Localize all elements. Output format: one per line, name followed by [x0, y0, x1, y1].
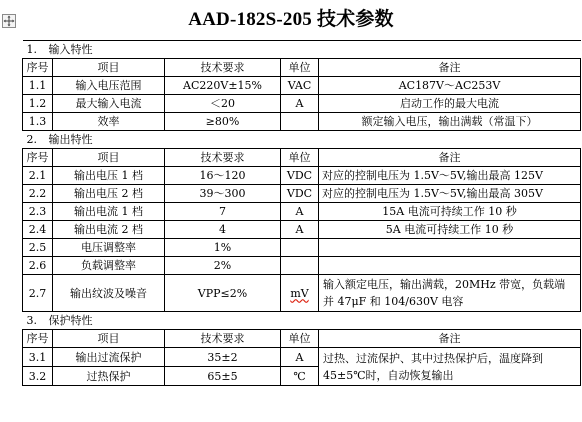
row-requirement: 65±5	[165, 367, 281, 386]
row-notes	[319, 257, 581, 275]
row-no: 3.1	[23, 348, 53, 367]
section-header-input	[23, 41, 581, 59]
row-unit: A	[281, 203, 319, 221]
table-row	[23, 185, 581, 203]
row-no: 3.2	[23, 367, 53, 386]
row-no: 1.2	[23, 95, 53, 113]
table-row	[23, 167, 581, 185]
row-requirement: ＜20	[165, 95, 281, 113]
row-requirement: 35±2	[165, 348, 281, 367]
row-item: 输出电流 1 档	[53, 203, 165, 221]
section-title: 输出特性	[48, 133, 93, 146]
row-no: 2.5	[23, 239, 53, 257]
row-item: 电压调整率	[53, 239, 165, 257]
table-row	[23, 221, 581, 239]
row-no: 1.1	[23, 77, 53, 95]
row-requirement: 16～120	[165, 167, 281, 185]
row-notes: 过热、过流保护、其中过热保护后，温度降到 45±5℃时，自动恢复输出	[319, 348, 581, 386]
row-notes: 15A 电流可持续工作 10 秒	[319, 203, 581, 221]
row-unit: ℃	[281, 367, 319, 386]
row-requirement: VPP≤2%	[165, 275, 281, 312]
row-unit	[281, 239, 319, 257]
col-header-notes: 备注	[319, 149, 581, 167]
row-unit: A	[281, 348, 319, 367]
row-unit	[281, 257, 319, 275]
row-item: 效率	[53, 113, 165, 131]
document-title: AAD-182S-205 技术参数	[188, 9, 394, 30]
col-header-no: 序号	[23, 59, 53, 77]
table-row	[23, 95, 581, 113]
row-requirement: ≥80%	[165, 113, 281, 131]
col-header-item: 项目	[53, 330, 165, 348]
col-header-no: 序号	[23, 149, 53, 167]
column-header-row	[23, 59, 581, 77]
row-notes: 额定输入电压，输出满载（常温下）	[319, 113, 581, 131]
row-notes: 对应的控制电压为 1.5V～5V,输出最高 305V	[319, 185, 581, 203]
row-item: 输出电流 2 档	[53, 221, 165, 239]
table-row	[23, 77, 581, 95]
row-no: 2.4	[23, 221, 53, 239]
col-header-requirement: 技术要求	[165, 149, 281, 167]
row-notes	[319, 239, 581, 257]
row-item: 输出电压 2 档	[53, 185, 165, 203]
section-title: 保护特性	[48, 314, 93, 327]
row-item: 最大输入电流	[53, 95, 165, 113]
row-no: 2.1	[23, 167, 53, 185]
row-notes: 启动工作的最大电流	[319, 95, 581, 113]
column-header-row	[23, 149, 581, 167]
row-item: 负载调整率	[53, 257, 165, 275]
unit-mv-text: mV	[290, 286, 309, 300]
col-header-unit: 单位	[281, 59, 319, 77]
table-row	[23, 257, 581, 275]
row-item: 过热保护	[53, 367, 165, 386]
spec-table	[22, 40, 581, 386]
col-header-unit: 单位	[281, 149, 319, 167]
row-item: 输入电压范围	[53, 77, 165, 95]
section-number: 2.	[26, 133, 37, 146]
row-no: 2.7	[23, 275, 53, 312]
column-header-row	[23, 330, 581, 348]
row-no: 2.3	[23, 203, 53, 221]
row-no: 2.2	[23, 185, 53, 203]
row-unit	[281, 113, 319, 131]
col-header-notes: 备注	[319, 59, 581, 77]
table-row	[23, 348, 581, 367]
row-notes: 5A 电流可持续工作 10 秒	[319, 221, 581, 239]
row-requirement: 4	[165, 221, 281, 239]
row-notes: 对应的控制电压为 1.5V～5V,输出最高 125V	[319, 167, 581, 185]
section-header-protection	[23, 312, 581, 330]
col-header-unit: 单位	[281, 330, 319, 348]
col-header-no: 序号	[23, 330, 53, 348]
row-unit: VAC	[281, 77, 319, 95]
row-requirement: 2%	[165, 257, 281, 275]
table-row	[23, 203, 581, 221]
section-title: 输入特性	[48, 43, 93, 56]
section-header-output	[23, 131, 581, 149]
table-row	[23, 113, 581, 131]
row-unit: VDC	[281, 185, 319, 203]
row-requirement: 1%	[165, 239, 281, 257]
col-header-requirement: 技术要求	[165, 59, 281, 77]
col-header-item: 项目	[53, 59, 165, 77]
section-number: 3.	[26, 314, 37, 327]
row-unit: A	[281, 221, 319, 239]
col-header-requirement: 技术要求	[165, 330, 281, 348]
row-notes: 输入额定电压，输出满载，20MHz 带宽，负载端并 47μF 和 104/630V 电容	[319, 275, 581, 312]
col-header-item: 项目	[53, 149, 165, 167]
row-item: 输出电压 1 档	[53, 167, 165, 185]
row-unit: A	[281, 95, 319, 113]
row-requirement: AC220V±15%	[165, 77, 281, 95]
row-no: 1.3	[23, 113, 53, 131]
row-item: 输出纹波及噪音	[53, 275, 165, 312]
row-requirement: 7	[165, 203, 281, 221]
section-number: 1.	[26, 43, 37, 56]
row-no: 2.6	[23, 257, 53, 275]
row-unit	[281, 275, 319, 312]
row-notes: AC187V～AC253V	[319, 77, 581, 95]
row-item: 输出过流保护	[53, 348, 165, 367]
table-row	[23, 275, 581, 312]
table-row	[23, 239, 581, 257]
row-requirement: 39～300	[165, 185, 281, 203]
row-unit: VDC	[281, 167, 319, 185]
col-header-notes: 备注	[319, 330, 581, 348]
